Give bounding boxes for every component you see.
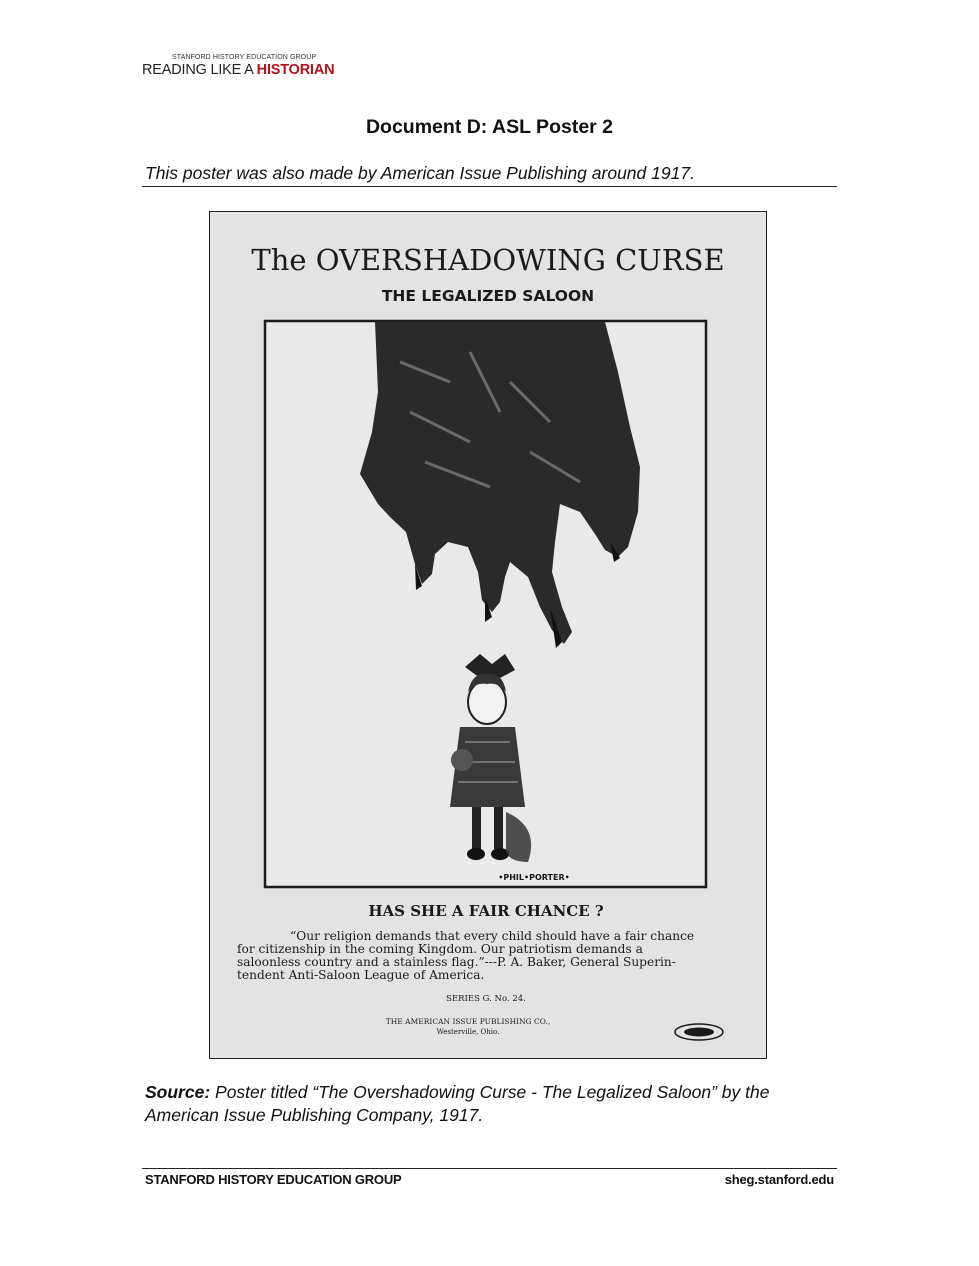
source-label: Source:	[145, 1082, 211, 1102]
document-intro: This poster was also made by American Issue Publishing around 1917.	[145, 163, 695, 183]
poster-publisher: THE AMERICAN ISSUE PUBLISHING CO.,	[385, 1017, 551, 1026]
source-citation	[145, 1081, 845, 1127]
intro-divider	[142, 186, 837, 187]
logo-main-text	[142, 62, 334, 78]
poster-quote-line: for citizenship in the coming Kingdom. Our patriotism demands a	[237, 942, 643, 956]
logo-main-accent: HISTORIAN	[256, 62, 335, 78]
poster-title: The OVERSHADOWING CURSE	[251, 243, 725, 277]
poster-quote-line: tendent Anti-Saloon League of America.	[237, 968, 485, 982]
poster-illustration	[210, 212, 766, 1058]
poster-series: SERIES G. No. 24.	[446, 994, 526, 1004]
poster-location: Westerville, Ohio.	[436, 1028, 500, 1036]
logo-top-line: STANFORD HISTORY EDUCATION GROUP	[172, 54, 317, 61]
logo-main-prefix: READING LIKE A	[142, 62, 257, 78]
poster-subtitle: THE LEGALIZED SALOON	[381, 287, 595, 305]
poster-quote-line: “Our religion demands that every child should have a fair chance	[290, 929, 695, 943]
poster-question: HAS SHE A FAIR CHANCE ?	[368, 902, 604, 920]
document-title: Document D: ASL Poster 2	[365, 116, 614, 138]
poster-artist-signature: •PHIL•PORTER•	[498, 873, 570, 882]
footer-organization: STANFORD HISTORY EDUCATION GROUP	[145, 1172, 402, 1187]
source-text: Poster titled “The Overshadowing Curse - The Legalized Saloon” by the American Issue Publishing Company, 1917.	[145, 1082, 770, 1125]
union-label-emblem	[675, 1024, 723, 1040]
footer-website: sheg.stanford.edu	[724, 1172, 834, 1187]
sheg-logo	[142, 54, 334, 78]
poster-image	[209, 211, 767, 1059]
footer-divider	[142, 1168, 837, 1169]
poster-quote-line: saloonless country and a stainless flag.”---P. A. Baker, General Superin-	[237, 955, 676, 969]
